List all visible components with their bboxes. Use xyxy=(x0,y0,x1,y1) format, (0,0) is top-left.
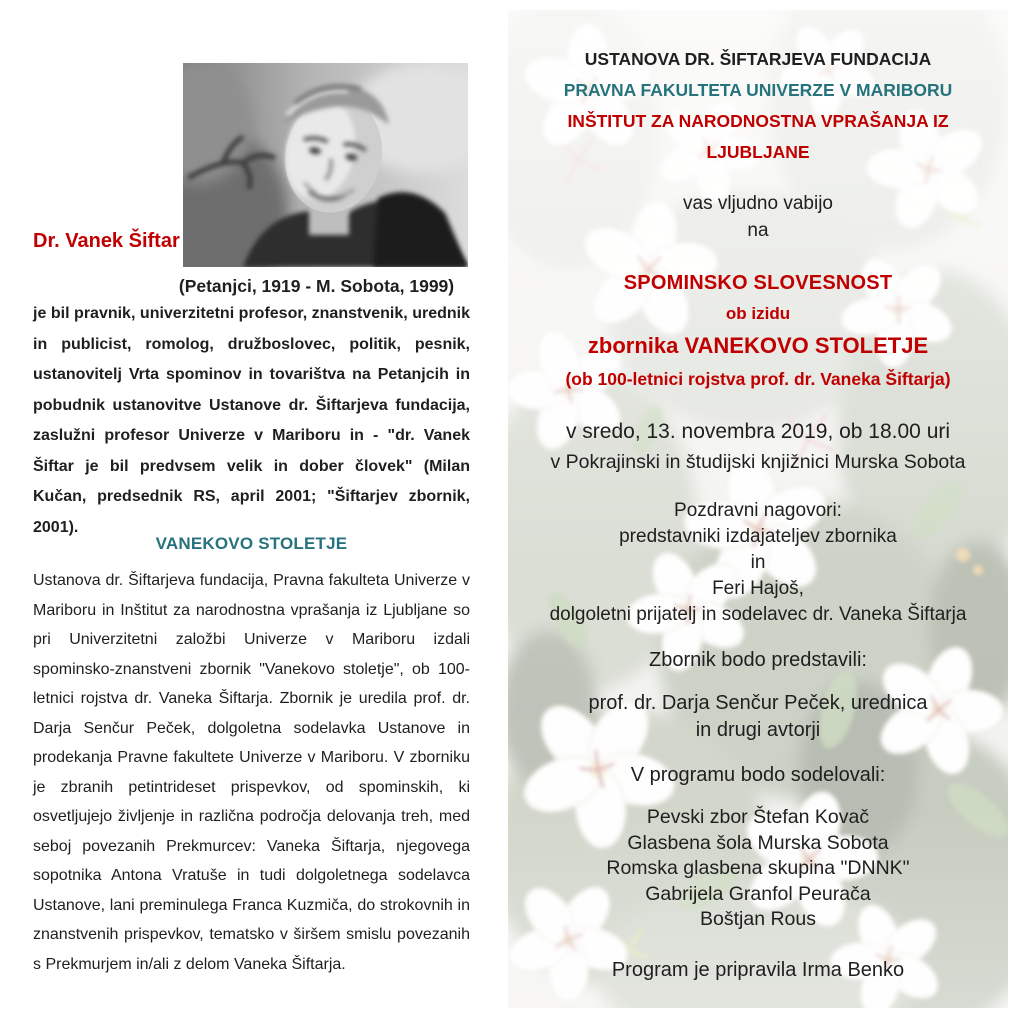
greetings-line-1: predstavniki izdajateljev zbornika xyxy=(619,526,897,547)
greetings-speaker-role: dolgoletni prijatelj in sodelavec dr. Vaneka Šiftarja xyxy=(549,604,967,625)
presenters-block xyxy=(520,690,996,744)
book-description-paragraph: Ustanova dr. Šiftarjeva fundacija, Pravna fakulteta Univerze v Mariboru in Inštitut za narodnostna vprašanja iz Ljubljane so pri Univerzitetni založbi Univerze v Mariboru izdali spominsko-znanstveni zbornik "Vanekovo stoletje", ob 100-letnici rojstva dr. Vaneka Šiftarja. Zbornik je uredila prof. dr. Darja Senčur Peček, dolgoletna sodelavka Ustanove in prodekanja Pravne fakultete Univerze v Mariboru. V zborniku je zbranih petintrideset prispevkov, od spominskih, ki osvetljujejo življenje in različna področja delovanja treh, med seboj povezanih Prekmurcev: Vaneka Šiftarja, njegovega sopotnika Antona Vratuše in tudi dolgoletnega sodelavca Ustanove, lani preminulega Franca Kuzmiča, do strokovnih in znanstvenih prispevkov, tematsko v širšem smislu povezanih s Prekmurjem in/ali z delom Vaneka Šiftarja. xyxy=(33,572,470,973)
presenter-line-2: in drugi avtorji xyxy=(695,719,821,741)
performer-item: Boštjan Rous xyxy=(700,908,816,930)
biography-paragraph: je bil pravnik, univerzitetni profesor, znanstvenik, urednik in publicist, romolog, družboslovec, politik, pesnik, ustanovitelj Vrta spominov in tovarištva na Petanjcih in pobudnik ustanovitve Ustanove dr. Šiftarjeva fundacija, zaslužni profesor Univerze v Mariboru in - "dr. Vanek Šiftar je bil predvsem velik in dober človek" (Milan Kučan, predsednik RS, april 2001; "Šiftarjev zbornik, 2001). xyxy=(33,305,470,536)
greetings-block xyxy=(520,498,996,628)
portrait-photo-image xyxy=(183,63,468,267)
presenters-heading: Zbornik bodo predstavili: xyxy=(649,649,867,671)
event-block xyxy=(520,272,996,390)
invitation-preposition: na xyxy=(747,220,769,241)
greetings-heading: Pozdravni nagovori: xyxy=(674,500,842,521)
person-name-label: Dr. Vanek Šiftar xyxy=(33,230,180,252)
performers-list xyxy=(520,805,996,933)
section-title: VANEKOVO STOLETJE xyxy=(155,534,348,553)
performer-item: Pevski zbor Štefan Kovač xyxy=(646,806,870,828)
greetings-conjunction: in xyxy=(750,552,766,573)
invitation-line: vas vljudno vabijo xyxy=(683,193,833,214)
invitation-block xyxy=(520,190,996,244)
greetings-speaker: Feri Hajoš, xyxy=(712,578,804,599)
performer-item: Glasbena šola Murska Sobota xyxy=(627,831,889,854)
event-title: SPOMINSKO SLOVESNOST xyxy=(623,272,893,294)
performer-item: Romska glasbena skupina "DNNK" xyxy=(606,857,910,879)
organizer-line-2: PRAVNA FAKULTETA UNIVERZE V MARIBORU xyxy=(563,80,953,100)
right-page xyxy=(508,10,1008,1008)
event-subtitle: ob izidu xyxy=(725,304,791,323)
program-heading: V programu bodo sodelovali: xyxy=(630,764,886,786)
photo-caption: (Petanjci, 1919 - M. Sobota, 1999) xyxy=(178,276,455,296)
event-datetime: v sredo, 13. novembra 2019, ob 18.00 uri xyxy=(565,420,951,443)
left-page xyxy=(33,0,470,1024)
program-credit: Program je pripravila Irma Benko xyxy=(611,958,905,981)
event-book-title: zbornika VANEKOVO STOLETJE xyxy=(587,333,929,358)
organizer-line-3: INŠTITUT ZA NARODNOSTNA VPRAŠANJA IZ LJUBLJANE xyxy=(567,111,949,162)
portrait-photo xyxy=(183,63,468,267)
event-occasion: (ob 100-letnici rojstva prof. dr. Vaneka Šiftarja) xyxy=(565,369,951,389)
organizers-block xyxy=(542,10,974,168)
invitation-content xyxy=(508,10,1008,982)
presenter-line-1: prof. dr. Darja Senčur Peček, urednica xyxy=(588,692,928,714)
organizer-line-1: USTANOVA DR. ŠIFTARJEVA FUNDACIJA xyxy=(584,49,932,69)
performer-item: Gabrijela Granfol Peurača xyxy=(645,882,871,905)
event-venue: v Pokrajinski in študijski knjižnici Murska Sobota xyxy=(550,451,966,473)
